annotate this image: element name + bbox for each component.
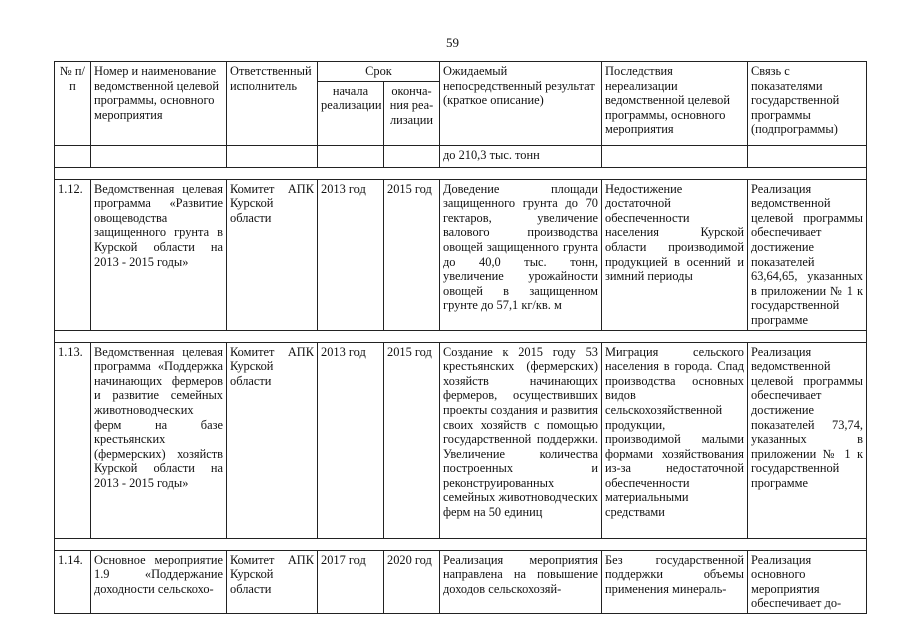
row-link: Реализация ведомственной целевой программы обеспечивает достижение показателей 73,74, указанных в приложении № 1 к государственной программе xyxy=(748,342,867,538)
row-name: Ведомственная целевая программа «Поддержка начинающих фермеров и развитие семейных животноводческих ферм на базе крестьянских (фермерских) хозяйств Курской области на 2013 - 2015 годы» xyxy=(91,342,227,538)
page-number: 59 xyxy=(446,35,459,50)
row-start: 2013 год xyxy=(318,179,384,330)
row-end: 2020 год xyxy=(384,550,440,613)
row-responsible: Комитет АПК Курской области xyxy=(227,342,318,538)
header-row xyxy=(55,62,867,82)
table-row xyxy=(55,550,867,613)
row-consequences: Без государственной поддержки объемы применения минераль- xyxy=(602,550,748,613)
row-responsible: Комитет АПК Курской области xyxy=(227,179,318,330)
row-num: 1.12. xyxy=(55,179,91,330)
table-row xyxy=(55,342,867,538)
header-name: Номер и наименование ведомственной целевой программы, основного мероприятия xyxy=(91,62,227,146)
row-link: Реализация основного мероприятия обеспечивает до- xyxy=(748,550,867,613)
header-link: Связь с показателями государственной программы (подпрограммы) xyxy=(748,62,867,146)
row-end: 2015 год xyxy=(384,179,440,330)
row-result: Реализация мероприятия направлена на повышение доходов сельскохозяй- xyxy=(440,550,602,613)
row-start: 2017 год xyxy=(318,550,384,613)
header-num: № п/п xyxy=(55,62,91,146)
measures-table xyxy=(54,61,867,614)
header-end: оконча-ния реа-лизации xyxy=(384,81,440,145)
row-num: 1.14. xyxy=(55,550,91,613)
header-responsible: Ответственный исполнитель xyxy=(227,62,318,146)
row-name: Основное мероприятие 1.9 «Поддержание доходности сельскохо- xyxy=(91,550,227,613)
row-num: 1.13. xyxy=(55,342,91,538)
row-consequences: Недостижение достаточной обеспеченности населения Курской области производимой продукцией в осенний и зимний периоды xyxy=(602,179,748,330)
row-result: Доведение площади защищенного грунта до 70 гектаров, увеличение валового производства овощей защищенного грунта до 40,0 тыс. тонн, увеличение урожайности овощей в защищенном грунте до 57,1 кг/кв. м xyxy=(440,179,602,330)
row-end: 2015 год xyxy=(384,342,440,538)
header-consequences: Последствия нереализации ведомственной целевой программы, основного мероприятия xyxy=(602,62,748,146)
continuation-result: до 210,3 тыс. тонн xyxy=(440,145,602,167)
header-result: Ожидаемый непосредственный результат (краткое описание) xyxy=(440,62,602,146)
continuation-row xyxy=(55,145,867,167)
header-start: начала реализации xyxy=(318,81,384,145)
row-responsible: Комитет АПК Курской области xyxy=(227,550,318,613)
row-result: Создание к 2015 году 53 крестьянских (фермерских) хозяйств начинающих фермеров, осуществивших проекты создания и развития своих хозяйств с помощью государственной поддержки. Увеличение количества построенных и реконструированных семейных животноводческих ферм на 50 единиц xyxy=(440,342,602,538)
table-row xyxy=(55,179,867,330)
row-name: Ведомственная целевая программа «Развитие овощеводства защищенного грунта в Курской области на 2013 - 2015 годы» xyxy=(91,179,227,330)
row-link: Реализация ведомственной целевой программы обеспечивает достижение показателей 63,64,65, указанных в приложении № 1 к государственной программе xyxy=(748,179,867,330)
row-start: 2013 год xyxy=(318,342,384,538)
header-term: Срок xyxy=(318,62,440,82)
row-consequences: Миграция сельского населения в города. Спад производства основных видов сельскохозяйственной продукции, производимой малыми формами хозяйствования из-за недостаточной обеспеченности материальными средствами xyxy=(602,342,748,538)
